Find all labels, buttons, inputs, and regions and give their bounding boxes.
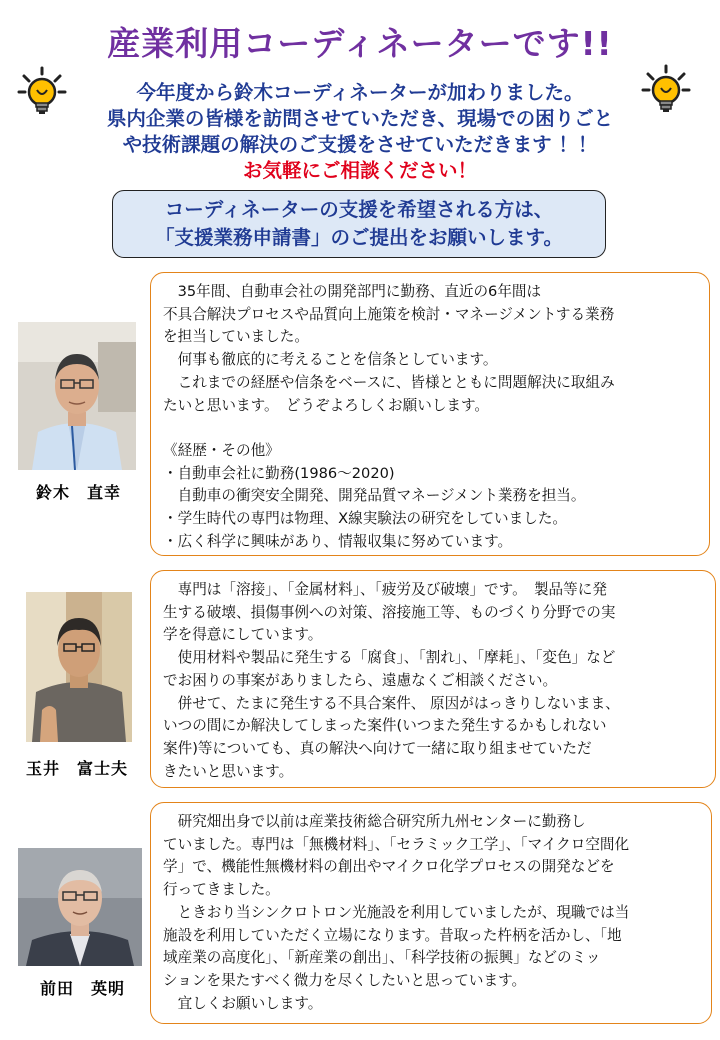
profile-line: 案件)等についても、真の解決へ向けて一緒に取り組ませていただ — [163, 739, 592, 757]
profile-line: 自動車の衝突安全開発、開発品質マネージメント業務を担当。 — [163, 487, 586, 505]
profile-line — [163, 417, 699, 440]
intro-line: 今年度から鈴木コーディネーターが加わりました。 — [136, 81, 584, 104]
profile-line: 使用材料や製品に発生する「腐食」、「割れ」、「摩耗」、「変色」など — [163, 649, 616, 667]
coordinator-profile-card — [150, 802, 712, 1024]
profile-line: 《経歴・その他》 — [163, 441, 280, 459]
coordinator-name: 玉井 富士夫 — [26, 759, 129, 778]
profile-line: でお困りの事案がありましたら、遠慮なくご相談ください。 — [163, 671, 558, 689]
profile-line: いつの間にか解決してしまった案件(いつまた発生するかもしれない — [163, 717, 607, 735]
coordinator-name: 鈴木 直幸 — [36, 483, 122, 502]
coordinator-photo — [18, 322, 136, 470]
profile-line: 何事も徹底的に考えることを信条としています。 — [163, 351, 498, 369]
intro-line: や技術課題の解決のご支援をさせていただきます ！！ — [122, 133, 598, 156]
coordinator-photo — [18, 848, 142, 966]
profile-line: 35年間、自動車会社の開発部門に勤務、直近の6年間は — [163, 283, 542, 300]
profile-line: 生する破壊、損傷事例への対策、溶接施工等、ものづくり分野での実 — [163, 603, 616, 621]
coordinator-profile-card — [150, 570, 716, 788]
profile-line: たいと思います。 どうぞよろしくお願いします。 — [163, 396, 490, 414]
profile-line: ・広く科学に興味があり、情報収集に努めています。 — [163, 532, 513, 550]
profile-line: 併せて、たまに発生する不具合案件、 原因がはっきりしないまま、 — [163, 694, 620, 712]
coordinator-profile-card — [150, 272, 710, 556]
request-line: コーディネーターの支援を希望される方は、 — [164, 198, 554, 221]
coordinator-name: 前田 英明 — [40, 979, 126, 998]
profile-line: 施設を利用していただく立場になります。昔取った杵柄を活かし、「地 — [163, 926, 622, 944]
profile-line: 域産業の高度化」、「新産業の創出」、「科学技術の振興」などのミッ — [163, 949, 601, 967]
profile-line: ・学生時代の専門は物理、X線実験法の研究をしていました。 — [163, 510, 568, 528]
request-box — [112, 190, 606, 258]
profile-line: 学」で、機能性無機材料の創出やマイクロ化学プロセスの開発などを — [163, 858, 615, 876]
profile-line: 宜しくお願いします。 — [163, 994, 323, 1012]
profile-line: ていました。専門は「無機材料」、「セラミック工学」、「マイクロ空間化 — [163, 835, 630, 853]
profile-line: これまでの経歴や信条をベースに、皆様とともに問題解決に取組み — [163, 373, 615, 391]
profile-line: 不具合解決プロセスや品質向上施策を検討・マネージメントする業務 — [163, 305, 615, 323]
intro-text — [40, 80, 680, 184]
request-line: 「支援業務申請書」のご提出をお願いします。 — [155, 226, 563, 249]
intro-call-to-action: お気軽にご相談ください！ — [242, 159, 477, 182]
profile-line: 学を得意にしています。 — [163, 626, 323, 644]
profile-line: ・自動車会社に勤務(1986～2020) — [163, 464, 395, 482]
profile-line: 研究畑出身で以前は産業技術総合研究所九州センターに勤務し — [163, 813, 586, 830]
profile-line: ションを果たすべく微力を尽くしたいと思っています。 — [163, 971, 527, 989]
profile-line: ときおり当シンクロトロン光施設を利用していましたが、現職では当 — [163, 903, 630, 921]
intro-line: 県内企業の皆様を訪問させていただき、現場での困りごと — [106, 107, 614, 130]
profile-line: 専門は「溶接」、「金属材料」、「疲労及び破壊」です。 製品等に発 — [163, 581, 607, 598]
profile-line: きたいと思います。 — [163, 762, 294, 780]
profile-line: 行ってきました。 — [163, 881, 280, 899]
page-title: 産業利用コーディネーターです!! — [107, 24, 613, 63]
coordinator-photo — [26, 592, 132, 742]
profile-line: を担当していました。 — [163, 328, 309, 346]
